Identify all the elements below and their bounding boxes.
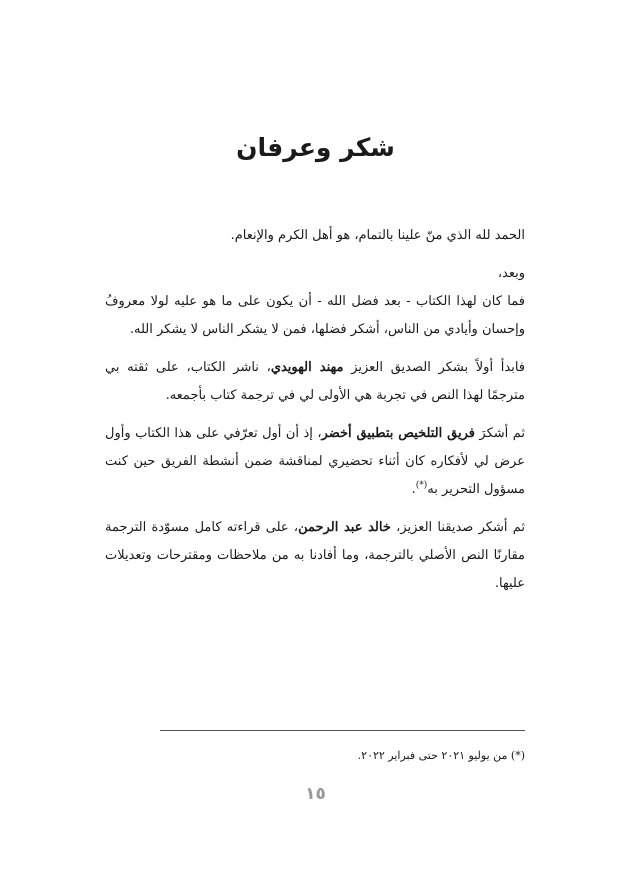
paragraph-praise: الحمد لله الذي منّ علينا بالتمام، هو أهل الكرم والإنعام. xyxy=(230,228,525,243)
text-segment: فابدأ أولاً بشكر الصديق العزيز xyxy=(343,360,525,375)
text-segment: ، على قراءته كامل مسوّدة الترجمة مقارنًا النص الأصلي بالترجمة، وما أفادنا به من ملاحظات ومقترحات وتعديلات عليها. xyxy=(105,520,525,591)
text-segment: ، إذ أن أول تعرّفي على هذا الكتاب وأول عرض لي لأفكاره كان أثناء تحضيري لمناقشة ضمن أنشطة الفريق حين كنت مسؤول التحرير به xyxy=(105,426,525,497)
footnote-divider xyxy=(160,730,525,731)
reviewer-name: خالد عبد الرحمن xyxy=(298,520,391,535)
text-segment: ثم أشكر صديقنا العزيز، xyxy=(390,520,525,535)
paragraph-thanks-team xyxy=(105,420,525,504)
footnote-marker: (*) xyxy=(415,480,428,491)
text-segment: ثم أشكرَ xyxy=(474,426,525,441)
acknowledgement-body xyxy=(105,222,525,598)
text-segment: ، ناشر الكتاب، على ثقته بي مترجمًا لهذا النص في تجربة هي الأولى لي في ترجمة كتاب بأجمعه. xyxy=(105,360,525,403)
paragraph-thanks-publisher xyxy=(105,354,525,410)
page-title: شكر وعرفان xyxy=(236,133,395,162)
text-segment: . xyxy=(411,482,416,497)
page-number: ١٥ xyxy=(305,784,326,804)
paragraph-thanks-reviewer xyxy=(105,514,525,598)
publisher-name: مهند الهويدي xyxy=(270,360,344,375)
paragraph-intro: فما كان لهذا الكتاب - بعد فضل الله - أن يكون على ما هو عليه لولا معروفُ وإحسان وأيادي من الناس، أشكر فضلها، فمن لا يشكر الناس لا يشكر الله. xyxy=(105,294,525,337)
team-name: فريق التلخيص بتطبيق أخضر xyxy=(321,426,475,441)
footnote: (*) من يوليو ٢٠٢١ حتى فبراير ٢٠٢٢. xyxy=(357,749,525,762)
paragraph-transition: وبعد، xyxy=(497,266,525,281)
